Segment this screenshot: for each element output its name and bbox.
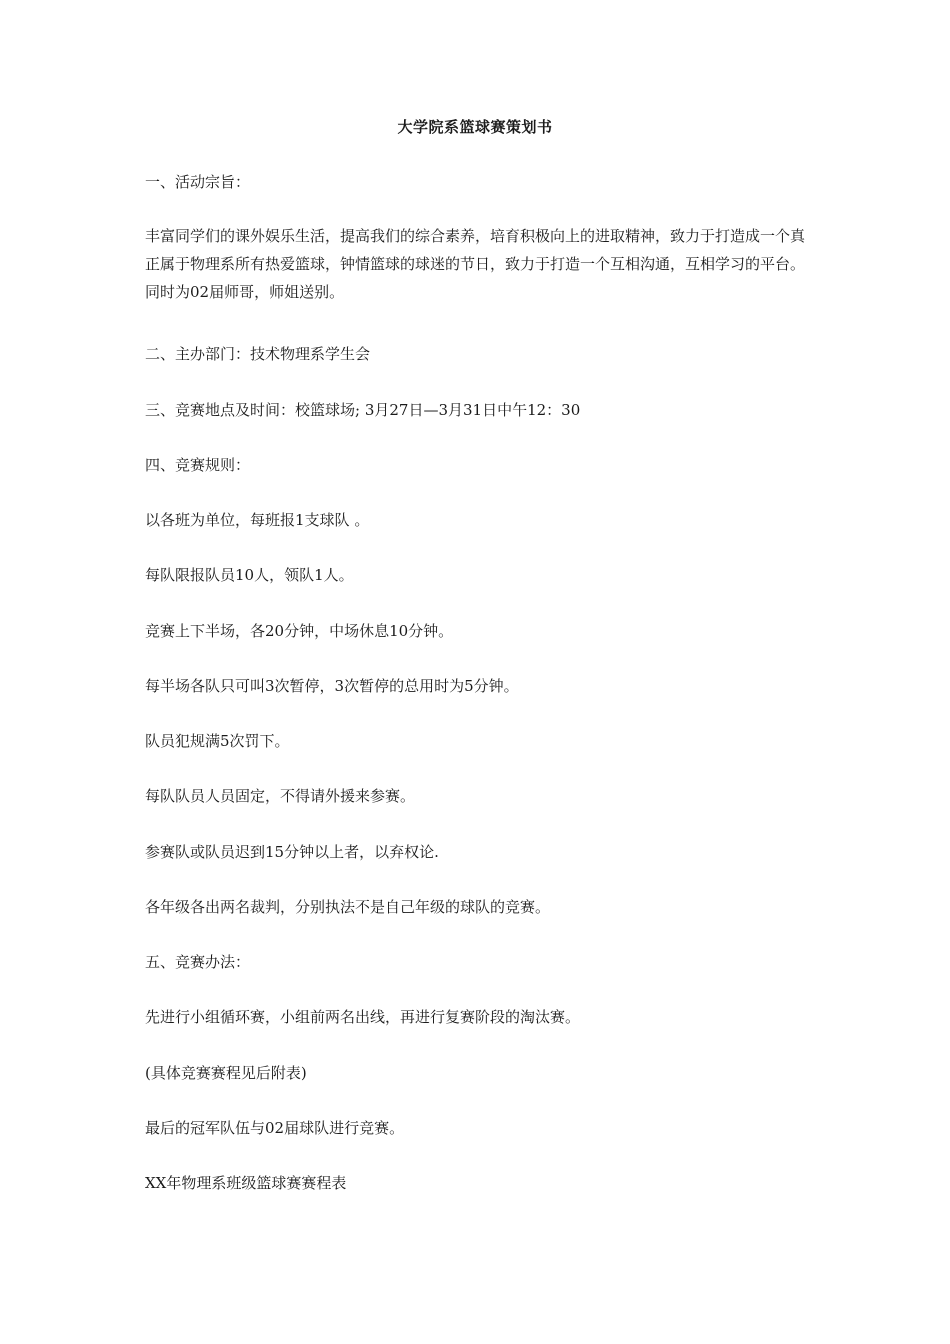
rule-item: 参赛队或队员迟到15分钟以上者，以弃权论. bbox=[145, 843, 439, 861]
section-heading-purpose: 一、活动宗旨： bbox=[145, 173, 251, 191]
rule-item: 每半场各队只可叫3次暂停，3次暂停的总用时为5分钟。 bbox=[145, 677, 519, 695]
section-heading-rules: 四、竞赛规则： bbox=[145, 456, 251, 474]
section-heading-method: 五、竞赛办法： bbox=[145, 953, 251, 971]
rule-item: 队员犯规满5次罚下。 bbox=[145, 732, 290, 750]
section-heading-organizer: 二、主办部门：技术物理系学生会 bbox=[145, 345, 371, 363]
rule-item: 以各班为单位，每班报1支球队 。 bbox=[145, 511, 370, 529]
rule-item: 每队队员人员固定，不得请外援来参赛。 bbox=[145, 787, 416, 805]
rule-item: 各年级各出两名裁判，分别执法不是自己年级的球队的竞赛。 bbox=[145, 898, 551, 916]
method-item: 最后的冠军队伍与02届球队进行竞赛。 bbox=[145, 1119, 405, 1137]
purpose-paragraph: 丰富同学们的课外娱乐生活，提高我们的综合素养，培育积极向上的进取精神，致力于打造成一个真正属于物理系所有热爱篮球，钟情篮球的球迷的节日，致力于打造一个互相沟通，互相学习的平台。同时为02届师哥，师姐送别。 bbox=[145, 227, 806, 301]
method-item: 先进行小组循环赛，小组前两名出线，再进行复赛阶段的淘汰赛。 bbox=[145, 1008, 581, 1026]
schedule-heading: XX年物理系班级篮球赛赛程表 bbox=[145, 1174, 347, 1192]
rule-item: 每队限报队员10人，领队1人。 bbox=[145, 566, 354, 584]
rule-item: 竞赛上下半场，各20分钟，中场休息10分钟。 bbox=[145, 622, 454, 640]
method-item: (具体竞赛赛程见后附表) bbox=[145, 1064, 307, 1082]
section-heading-venue-time: 三、竞赛地点及时间：校篮球场; 3月27日—3月31日中午12：30 bbox=[145, 401, 581, 419]
document-title: 大学院系篮球赛策划书 bbox=[397, 118, 553, 136]
